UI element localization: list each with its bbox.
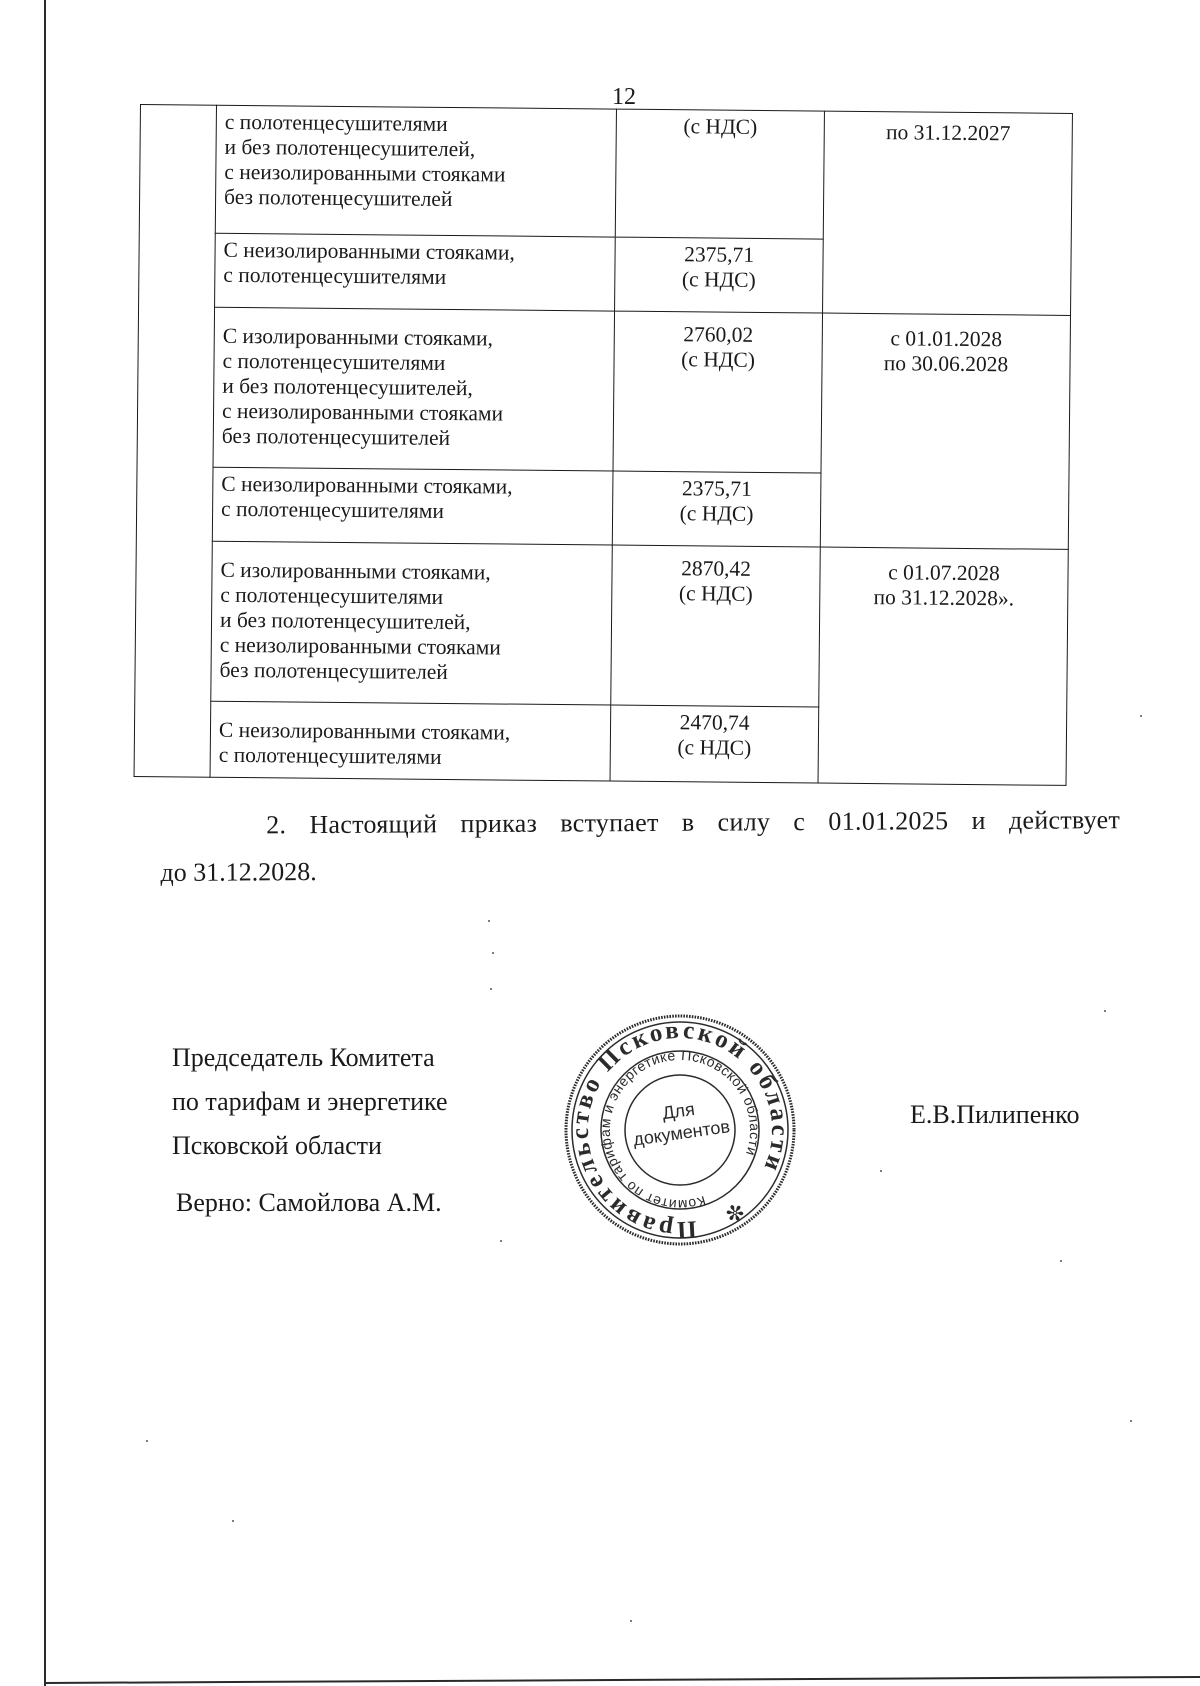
stamp-inner-text: Комитет по тарифам и энергетике Псковской области <box>596 1046 764 1214</box>
table-cell-period: с 01.01.2028 по 30.06.2028 <box>820 313 1070 549</box>
scan-speck <box>500 1240 502 1242</box>
table-cell-description: С неизолированными стояками, с полотенцесушителями <box>215 233 616 311</box>
scan-speck <box>146 1440 148 1442</box>
table-cell-description: С изолированными стояками, с полотенцесушителями и без полотенцесушителей, с неизолированными стояками без полотенцесушителей <box>213 307 615 471</box>
table-row <box>139 105 1072 242</box>
signatory-title: Председатель Комитета по тарифам и энергетике Псковской области <box>172 1043 448 1160</box>
scan-speck <box>232 1520 234 1522</box>
scan-speck <box>880 1170 882 1172</box>
scan-speck <box>630 1620 632 1622</box>
table-cell-description: С неизолированными стояками, с полотенцесушителями <box>210 701 611 781</box>
table-row <box>137 306 1070 475</box>
table-cell-description: с полотенцесушителями и без полотенцесушителей, с неизолированными стояками без полотенцесушителей <box>215 105 616 237</box>
stamp-star-icon: ✼ <box>721 1198 750 1230</box>
table-cell-value: 2375,71 (с НДС) <box>615 237 824 313</box>
scan-speck <box>1130 1420 1132 1422</box>
scan-speck <box>1140 715 1142 717</box>
scan-speck <box>492 952 494 954</box>
table-cell-period: по 31.12.2027 <box>823 111 1073 315</box>
clause-line-1: 2. Настоящий приказ вступает в силу с 01.01.2025 и действует <box>266 805 1121 840</box>
signatory-name: Е.В.Пилипенко <box>910 1100 1080 1129</box>
table-cell-value: 2760,02 (с НДС) <box>613 311 823 473</box>
stamp-center-text: Для документов <box>631 1098 732 1150</box>
scan-edge-bottom <box>44 1676 1200 1684</box>
table-number-column <box>134 105 216 778</box>
table-cell-value: (с НДС) <box>615 109 824 239</box>
page-number: 12 <box>612 84 636 110</box>
scan-speck <box>1104 1010 1106 1012</box>
stamp-outer-text: Правительство Псковской области <box>566 1016 794 1244</box>
table-cell-value: 2470,74 (с НДС) <box>610 705 819 783</box>
scan-speck <box>1060 1260 1062 1262</box>
table-cell-period: с 01.07.2028 по 31.12.2028». <box>818 547 1068 785</box>
scan-speck <box>490 988 492 990</box>
table-cell-value: 2870,42 (с НДС) <box>611 545 821 707</box>
table-cell-value: 2375,71 (с НДС) <box>612 471 821 547</box>
clause-line-2: до 31.12.2028. <box>160 857 317 887</box>
table-row <box>135 540 1068 709</box>
clause-paragraph <box>160 796 1121 896</box>
table-cell-description: С изолированными стояками, с полотенцесушителями и без полотенцесушителей, с неизолированными стояками без полотенцесушителей <box>211 541 613 705</box>
tariff-table <box>134 104 1073 786</box>
scan-edge-left <box>44 0 46 1686</box>
scan-speck <box>488 920 490 922</box>
verified-by: Верно: Самойлова А.М. <box>176 1188 442 1217</box>
table-cell-description: С неизолированными стояками, с полотенцесушителями <box>212 467 613 545</box>
